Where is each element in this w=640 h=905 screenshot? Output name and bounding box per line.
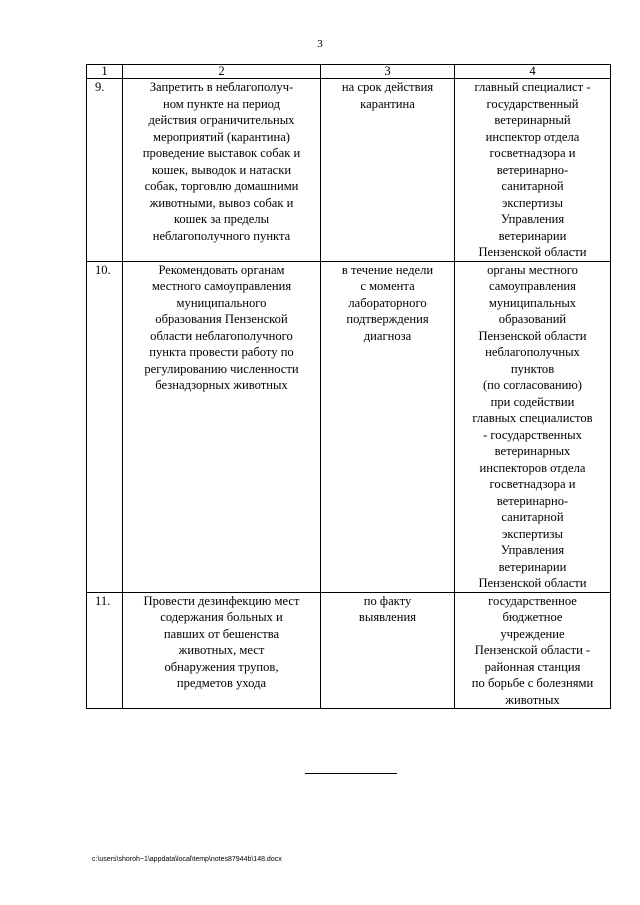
responsible-line: ветеринарный	[494, 113, 571, 127]
footer-file-path: c:\users\shoroh~1\appdata\local\temp\notes87944b\148.docx	[92, 856, 282, 863]
action-line: безнадзорных животных	[155, 378, 288, 392]
responsible-line: Пензенской области	[478, 328, 587, 343]
responsible-line: неблагополучных	[485, 345, 580, 359]
action-line: пункта провести работу по	[149, 345, 294, 359]
responsible-line: ветеринарии	[498, 559, 567, 574]
responsible-line: органы местного	[487, 262, 578, 277]
header-cell-2: 2	[123, 65, 321, 79]
row-number-cell: 10.	[87, 261, 123, 592]
action-line: неблагополучного пункта	[152, 228, 291, 243]
action-line: обнаружения трупов,	[164, 659, 279, 674]
responsible-line: Управления	[500, 212, 565, 226]
header-cell-3: 3	[321, 65, 455, 79]
page-number: 3	[317, 38, 323, 50]
table-row	[87, 79, 611, 262]
action-line: Рекомендовать органам	[158, 262, 285, 277]
responsible-line: образований	[498, 312, 567, 326]
responsible-line: пунктов	[510, 361, 555, 376]
responsible-line: животных	[505, 692, 560, 707]
action-line: кошек за пределы	[173, 212, 270, 226]
action-line: Провести дезинфекцию мест	[143, 593, 300, 608]
term-line: выявления	[358, 610, 417, 624]
responsible-line: государственный	[486, 96, 579, 111]
responsible-line: по борьбе с болезнями	[471, 676, 594, 690]
action-cell	[123, 261, 321, 592]
term-line: по факту	[363, 593, 412, 608]
table-row	[87, 592, 611, 709]
responsible-line: самоуправления	[489, 279, 576, 293]
action-line: ном пункте на период	[162, 96, 281, 111]
responsible-line: - государственных	[483, 427, 582, 442]
term-line: карантина	[360, 96, 415, 111]
signature-line	[305, 773, 397, 774]
responsible-line: муниципальных	[488, 295, 577, 310]
action-line: животных, мест	[178, 643, 265, 657]
responsible-line: (по согласованию)	[482, 378, 582, 392]
action-cell	[123, 79, 321, 262]
term-line: лабораторного	[348, 295, 427, 310]
responsible-line: Пензенской области -	[474, 643, 591, 657]
responsible-line: ветеринарных	[494, 444, 571, 458]
action-line: кошек, выводок и натаски	[151, 162, 292, 177]
action-line: собак, торговлю домашними	[144, 179, 299, 193]
responsible-line: главный специалист -	[474, 80, 591, 94]
responsible-cell	[455, 592, 611, 709]
responsible-line: Пензенской области	[478, 576, 587, 590]
term-line: диагноза	[363, 328, 412, 343]
responsible-line: главных специалистов	[472, 411, 593, 425]
action-line: действия ограничительных	[148, 113, 295, 127]
responsible-cell	[455, 79, 611, 262]
measures-table	[86, 64, 611, 709]
responsible-line: ветеринарно-	[496, 493, 569, 508]
table-row	[87, 261, 611, 592]
action-line: животными, вывоз собак и	[149, 195, 294, 210]
responsible-line: Управления	[500, 543, 565, 557]
row-number-cell: 9.	[87, 79, 123, 262]
responsible-line: Пензенской области	[478, 245, 587, 259]
action-line: образования Пензенской	[155, 312, 288, 326]
term-line: подтверждения	[346, 312, 429, 326]
responsible-line: госветнадзора и	[489, 146, 576, 160]
row-number-cell: 11.	[87, 592, 123, 709]
responsible-cell	[455, 261, 611, 592]
table-body	[87, 65, 611, 709]
responsible-line: бюджетное	[502, 610, 563, 624]
action-line: муниципального	[176, 295, 267, 310]
responsible-line: инспекторов отдела	[479, 460, 586, 475]
responsible-line: санитарной	[501, 510, 564, 524]
responsible-line: государственное	[488, 593, 577, 608]
header-cell-4: 4	[455, 65, 611, 79]
action-line: мероприятий (карантина)	[153, 129, 290, 144]
responsible-line: госветнадзора и	[489, 477, 576, 491]
action-line: предметов ухода	[176, 676, 267, 690]
responsible-line: экспертизы	[502, 526, 563, 541]
action-cell	[123, 592, 321, 709]
term-cell	[321, 592, 455, 709]
action-line: проведение выставок собак и	[142, 146, 301, 160]
action-line: регулированию численности	[144, 361, 299, 376]
term-cell	[321, 261, 455, 592]
responsible-line: ветеринарно-	[496, 162, 569, 177]
responsible-line: районная станция	[484, 659, 581, 674]
responsible-line: санитарной	[501, 179, 564, 193]
term-cell	[321, 79, 455, 262]
responsible-line: при содействии	[490, 394, 575, 409]
responsible-line: ветеринарии	[498, 228, 567, 243]
header-cell-1: 1	[87, 65, 123, 79]
term-line: в течение недели	[341, 262, 434, 277]
responsible-line: инспектор отдела	[485, 129, 580, 144]
table-header-row	[87, 65, 611, 79]
responsible-line: экспертизы	[502, 195, 563, 210]
action-line: павших от бешенства	[163, 626, 280, 641]
action-line: местного самоуправления	[151, 279, 292, 293]
responsible-line: учреждение	[500, 626, 565, 641]
term-line: с момента	[360, 279, 415, 293]
action-line: области неблагополучного	[150, 328, 293, 343]
action-line: Запретить в неблагополуч-	[149, 80, 294, 94]
action-line: содержания больных и	[160, 610, 283, 624]
term-line: на срок действия	[341, 80, 434, 94]
